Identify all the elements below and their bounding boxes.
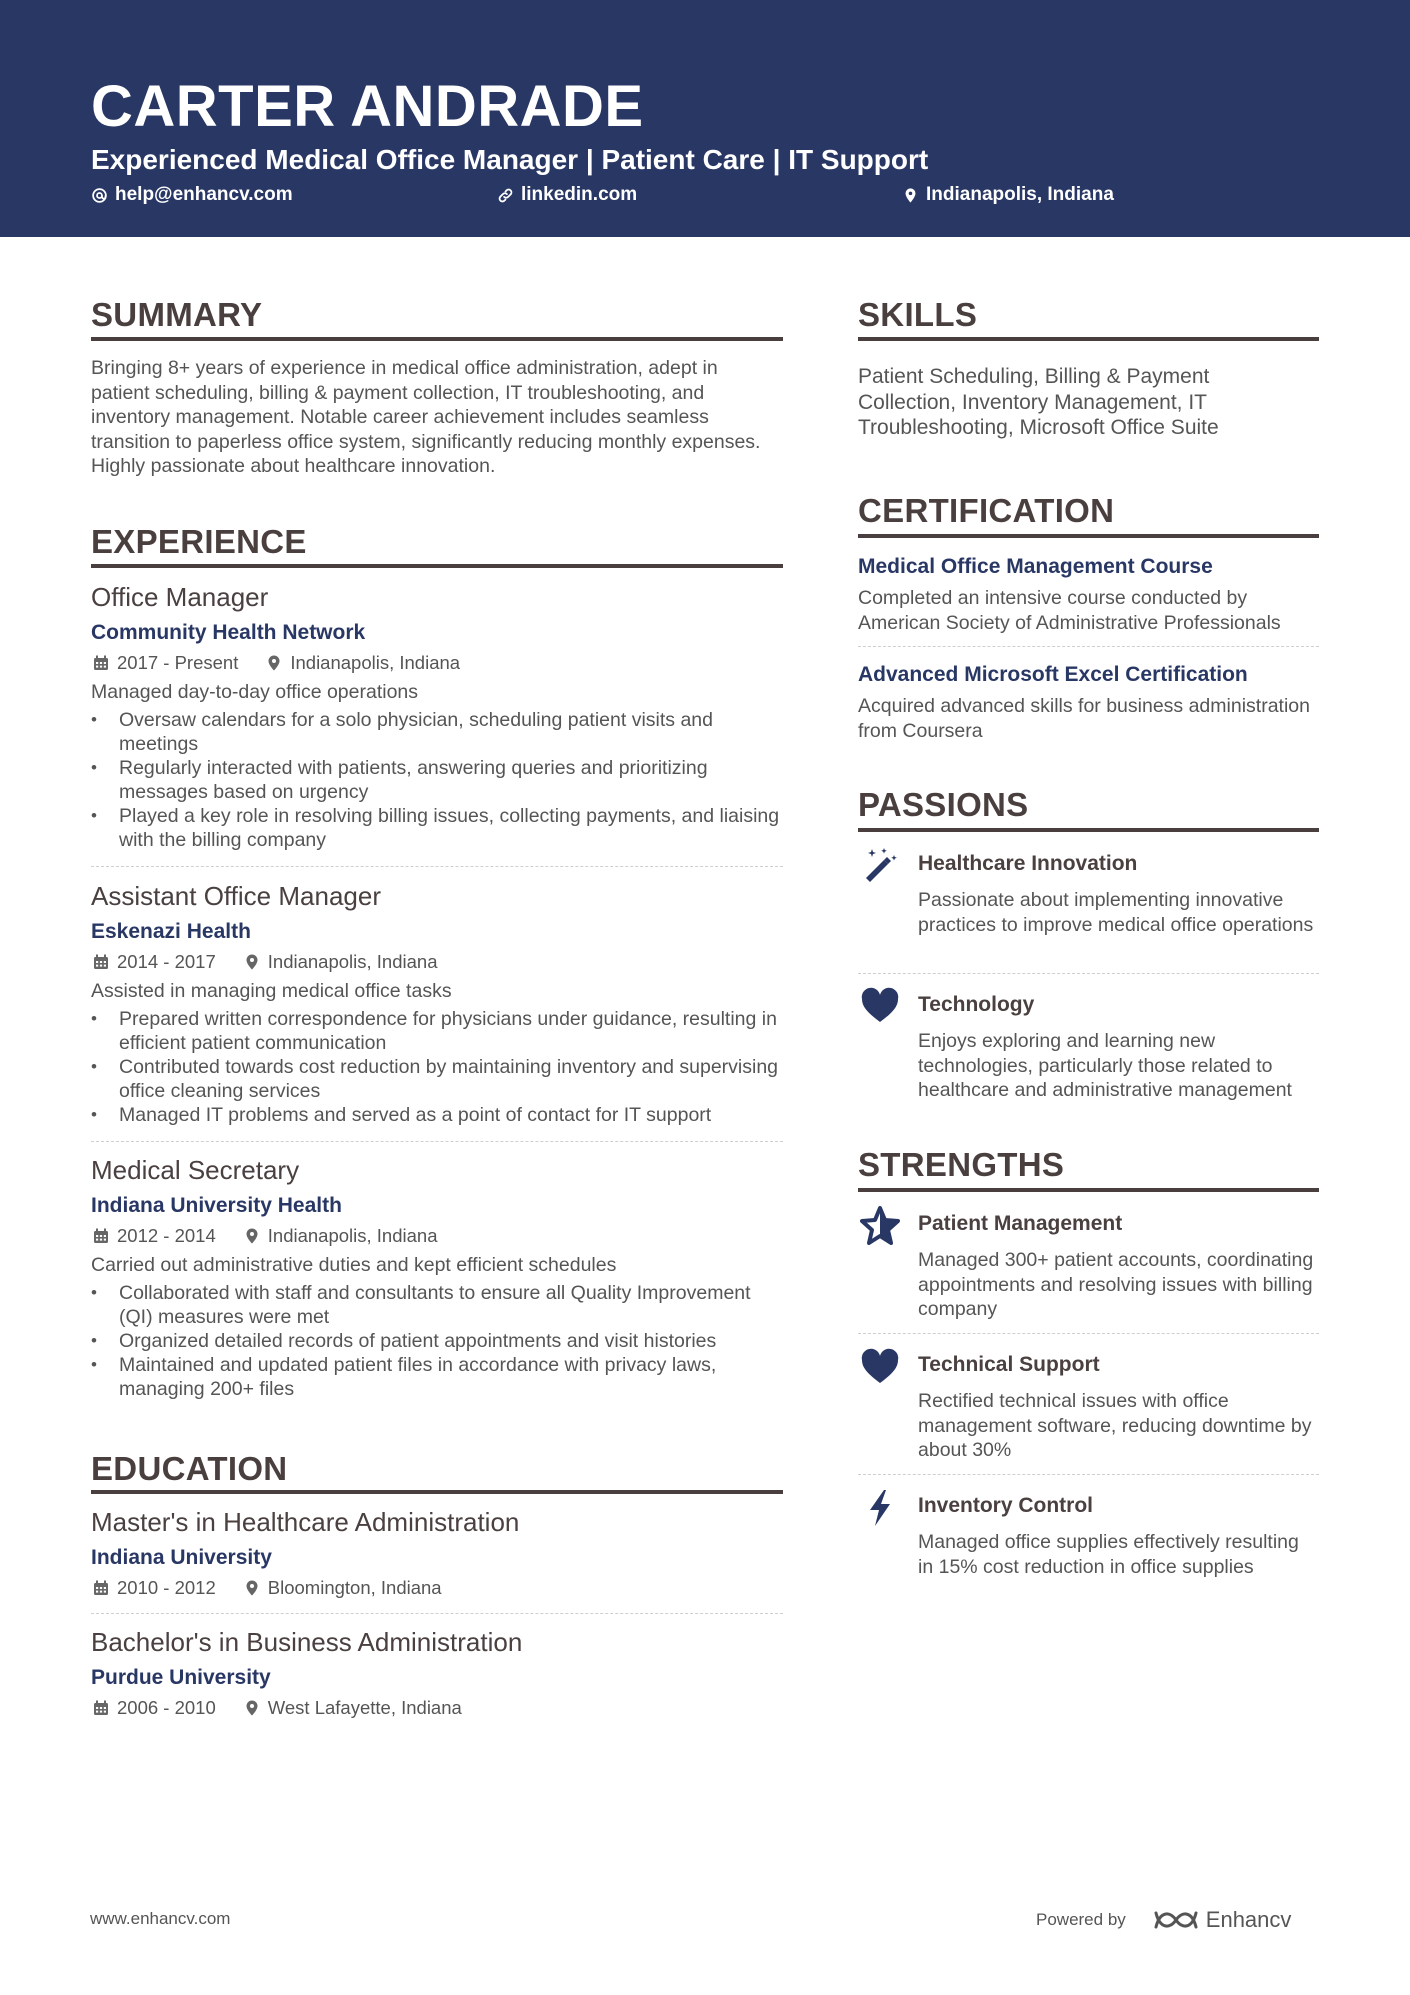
- list-item: • Maintained and updated patient files in accordance with privacy laws, managing 200+ files: [91, 1353, 781, 1401]
- strength-description: Rectified technical issues with office management software, reducing downtime by about 30%: [918, 1390, 1312, 1461]
- certification-title: CERTIFICATION: [858, 492, 1115, 529]
- job-company: Community Health Network: [91, 621, 366, 644]
- job-role: Office Manager: [91, 582, 269, 612]
- header-banner: [0, 0, 1410, 237]
- experience-title: EXPERIENCE: [91, 523, 307, 560]
- skills-rule: [858, 337, 1319, 341]
- list-item: • Organized detailed records of patient appointments and visit histories: [91, 1329, 781, 1353]
- education-meta: [93, 1576, 442, 1600]
- link-icon: [497, 187, 514, 204]
- map-pin-icon: [902, 187, 919, 204]
- education-dates: 2010 - 2012: [117, 1577, 216, 1598]
- school-name: Purdue University: [91, 1666, 271, 1689]
- strength-description: Managed 300+ patient accounts, coordinating appointments and resolving issues with billing company: [918, 1249, 1314, 1320]
- map-pin-icon: [244, 1700, 260, 1716]
- passions-title: PASSIONS: [858, 786, 1029, 823]
- certification-description: Completed an intensive course conducted by American Society of Administrative Professionals: [858, 587, 1281, 634]
- job-dates: 2012 - 2014: [117, 1225, 216, 1246]
- email-text: help@enhancv.com: [115, 184, 293, 205]
- star-icon: [860, 1205, 900, 1245]
- enhancv-logo-icon: [1152, 1907, 1200, 1933]
- job-role: Medical Secretary: [91, 1155, 300, 1185]
- list-item: • Managed IT problems and served as a point of contact for IT support: [91, 1103, 781, 1127]
- calendar-icon: [93, 655, 109, 671]
- divider: [91, 866, 783, 867]
- certification-name: Advanced Microsoft Excel Certification: [858, 663, 1248, 686]
- linkedin-text: linkedin.com: [521, 184, 638, 205]
- job-company: Indiana University Health: [91, 1194, 342, 1217]
- divider: [858, 1333, 1319, 1334]
- experience-rule: [91, 564, 783, 568]
- job-location: Indianapolis, Indiana: [267, 1225, 438, 1246]
- school-name: Indiana University: [91, 1546, 272, 1569]
- job-summary: Managed day-to-day office operations: [91, 681, 419, 703]
- divider: [858, 1474, 1319, 1475]
- map-pin-icon: [244, 1228, 260, 1244]
- job-bullets: [91, 1007, 781, 1127]
- job-dates: 2014 - 2017: [117, 951, 216, 972]
- calendar-icon: [93, 1228, 109, 1244]
- job-location: Indianapolis, Indiana: [267, 951, 438, 972]
- contact-location: [902, 183, 1114, 207]
- candidate-name: CARTER ANDRADE: [91, 74, 644, 139]
- job-company: Eskenazi Health: [91, 920, 251, 943]
- skills-text: Patient Scheduling, Billing & Payment Collection, Inventory Management, IT Troubleshooting, Microsoft Office Suite: [858, 365, 1219, 439]
- contact-linkedin[interactable]: [497, 183, 637, 207]
- summary-rule: [91, 337, 783, 341]
- strengths-rule: [858, 1188, 1319, 1192]
- divider: [91, 1613, 783, 1614]
- map-pin-icon: [244, 954, 260, 970]
- list-item: • Oversaw calendars for a solo physician, scheduling patient visits and meetings: [91, 708, 781, 756]
- passion-name: Healthcare Innovation: [918, 852, 1138, 875]
- passion-name: Technology: [918, 993, 1035, 1016]
- heart-icon: [860, 1347, 900, 1387]
- job-meta: [93, 950, 437, 974]
- divider: [858, 646, 1319, 647]
- job-summary: Assisted in managing medical office tasks: [91, 980, 452, 1002]
- certification-name: Medical Office Management Course: [858, 555, 1213, 578]
- summary-title: SUMMARY: [91, 296, 263, 333]
- magic-wand-icon: [860, 845, 900, 885]
- footer-powered-by: [1036, 1907, 1291, 1933]
- location-text: Indianapolis, Indiana: [926, 184, 1114, 205]
- education-location: West Lafayette, Indiana: [267, 1697, 462, 1718]
- passion-description: Passionate about implementing innovative practices to improve medical office operations: [918, 889, 1314, 936]
- education-rule: [91, 1490, 783, 1494]
- degree-title: Bachelor's in Business Administration: [91, 1627, 523, 1657]
- calendar-icon: [93, 1580, 109, 1596]
- education-dates: 2006 - 2010: [117, 1697, 216, 1718]
- calendar-icon: [93, 954, 109, 970]
- summary-text: Bringing 8+ years of experience in medical office administration, adept in patient scheduling, billing & payment collection, IT troubleshooting, and inventory management. Notable career achievement includes seamless transition to paperless office system, significantly reducing monthly expenses. Highly passionate about healthcare innovation.: [91, 357, 761, 477]
- strength-name: Patient Management: [918, 1212, 1123, 1235]
- education-title: EDUCATION: [91, 1450, 288, 1487]
- degree-title: Master's in Healthcare Administration: [91, 1507, 520, 1537]
- passion-description: Enjoys exploring and learning new technologies, particularly those related to healthcare and administrative management: [918, 1030, 1292, 1101]
- list-item: • Played a key role in resolving billing issues, collecting payments, and liaising with the billing company: [91, 804, 781, 852]
- job-location: Indianapolis, Indiana: [290, 652, 461, 673]
- education-location: Bloomington, Indiana: [267, 1577, 442, 1598]
- strengths-title: STRENGTHS: [858, 1146, 1065, 1183]
- skills-title: SKILLS: [858, 296, 978, 333]
- bolt-icon: [860, 1488, 900, 1528]
- education-meta: [93, 1696, 462, 1720]
- divider: [91, 1141, 783, 1142]
- strength-description: Managed office supplies effectively resulting in 15% cost reduction in office supplies: [918, 1531, 1299, 1578]
- map-pin-icon: [244, 1580, 260, 1596]
- enhancv-brand: Enhancv: [1205, 1907, 1292, 1932]
- job-meta: [93, 1224, 437, 1248]
- passions-rule: [858, 828, 1319, 832]
- heart-icon: [860, 986, 900, 1026]
- job-dates: 2017 - Present: [117, 652, 239, 673]
- job-summary: Carried out administrative duties and kept efficient schedules: [91, 1254, 617, 1276]
- job-bullets: [91, 708, 781, 852]
- powered-by-label: Powered by: [1036, 1910, 1126, 1929]
- footer-website[interactable]: www.enhancv.com: [90, 1909, 231, 1928]
- certification-rule: [858, 534, 1319, 538]
- divider: [858, 973, 1319, 974]
- contact-email[interactable]: [91, 183, 293, 207]
- strength-name: Inventory Control: [918, 1494, 1094, 1517]
- list-item: • Collaborated with staff and consultants to ensure all Quality Improvement (QI) measures were met: [91, 1281, 781, 1329]
- headline: Experienced Medical Office Manager | Patient Care | IT Support: [91, 144, 929, 175]
- list-item: • Contributed towards cost reduction by maintaining inventory and supervising office cleaning services: [91, 1055, 781, 1103]
- list-item: • Prepared written correspondence for physicians under guidance, resulting in efficient patient communication: [91, 1007, 781, 1055]
- job-role: Assistant Office Manager: [91, 881, 381, 911]
- at-icon: [91, 187, 108, 204]
- certification-description: Acquired advanced skills for business administration from Coursera: [858, 695, 1310, 742]
- map-pin-icon: [266, 655, 282, 671]
- job-bullets: [91, 1281, 781, 1401]
- list-item: • Regularly interacted with patients, answering queries and prioritizing messages based on urgency: [91, 756, 781, 804]
- strength-name: Technical Support: [918, 1353, 1100, 1376]
- calendar-icon: [93, 1700, 109, 1716]
- job-meta: [93, 651, 460, 675]
